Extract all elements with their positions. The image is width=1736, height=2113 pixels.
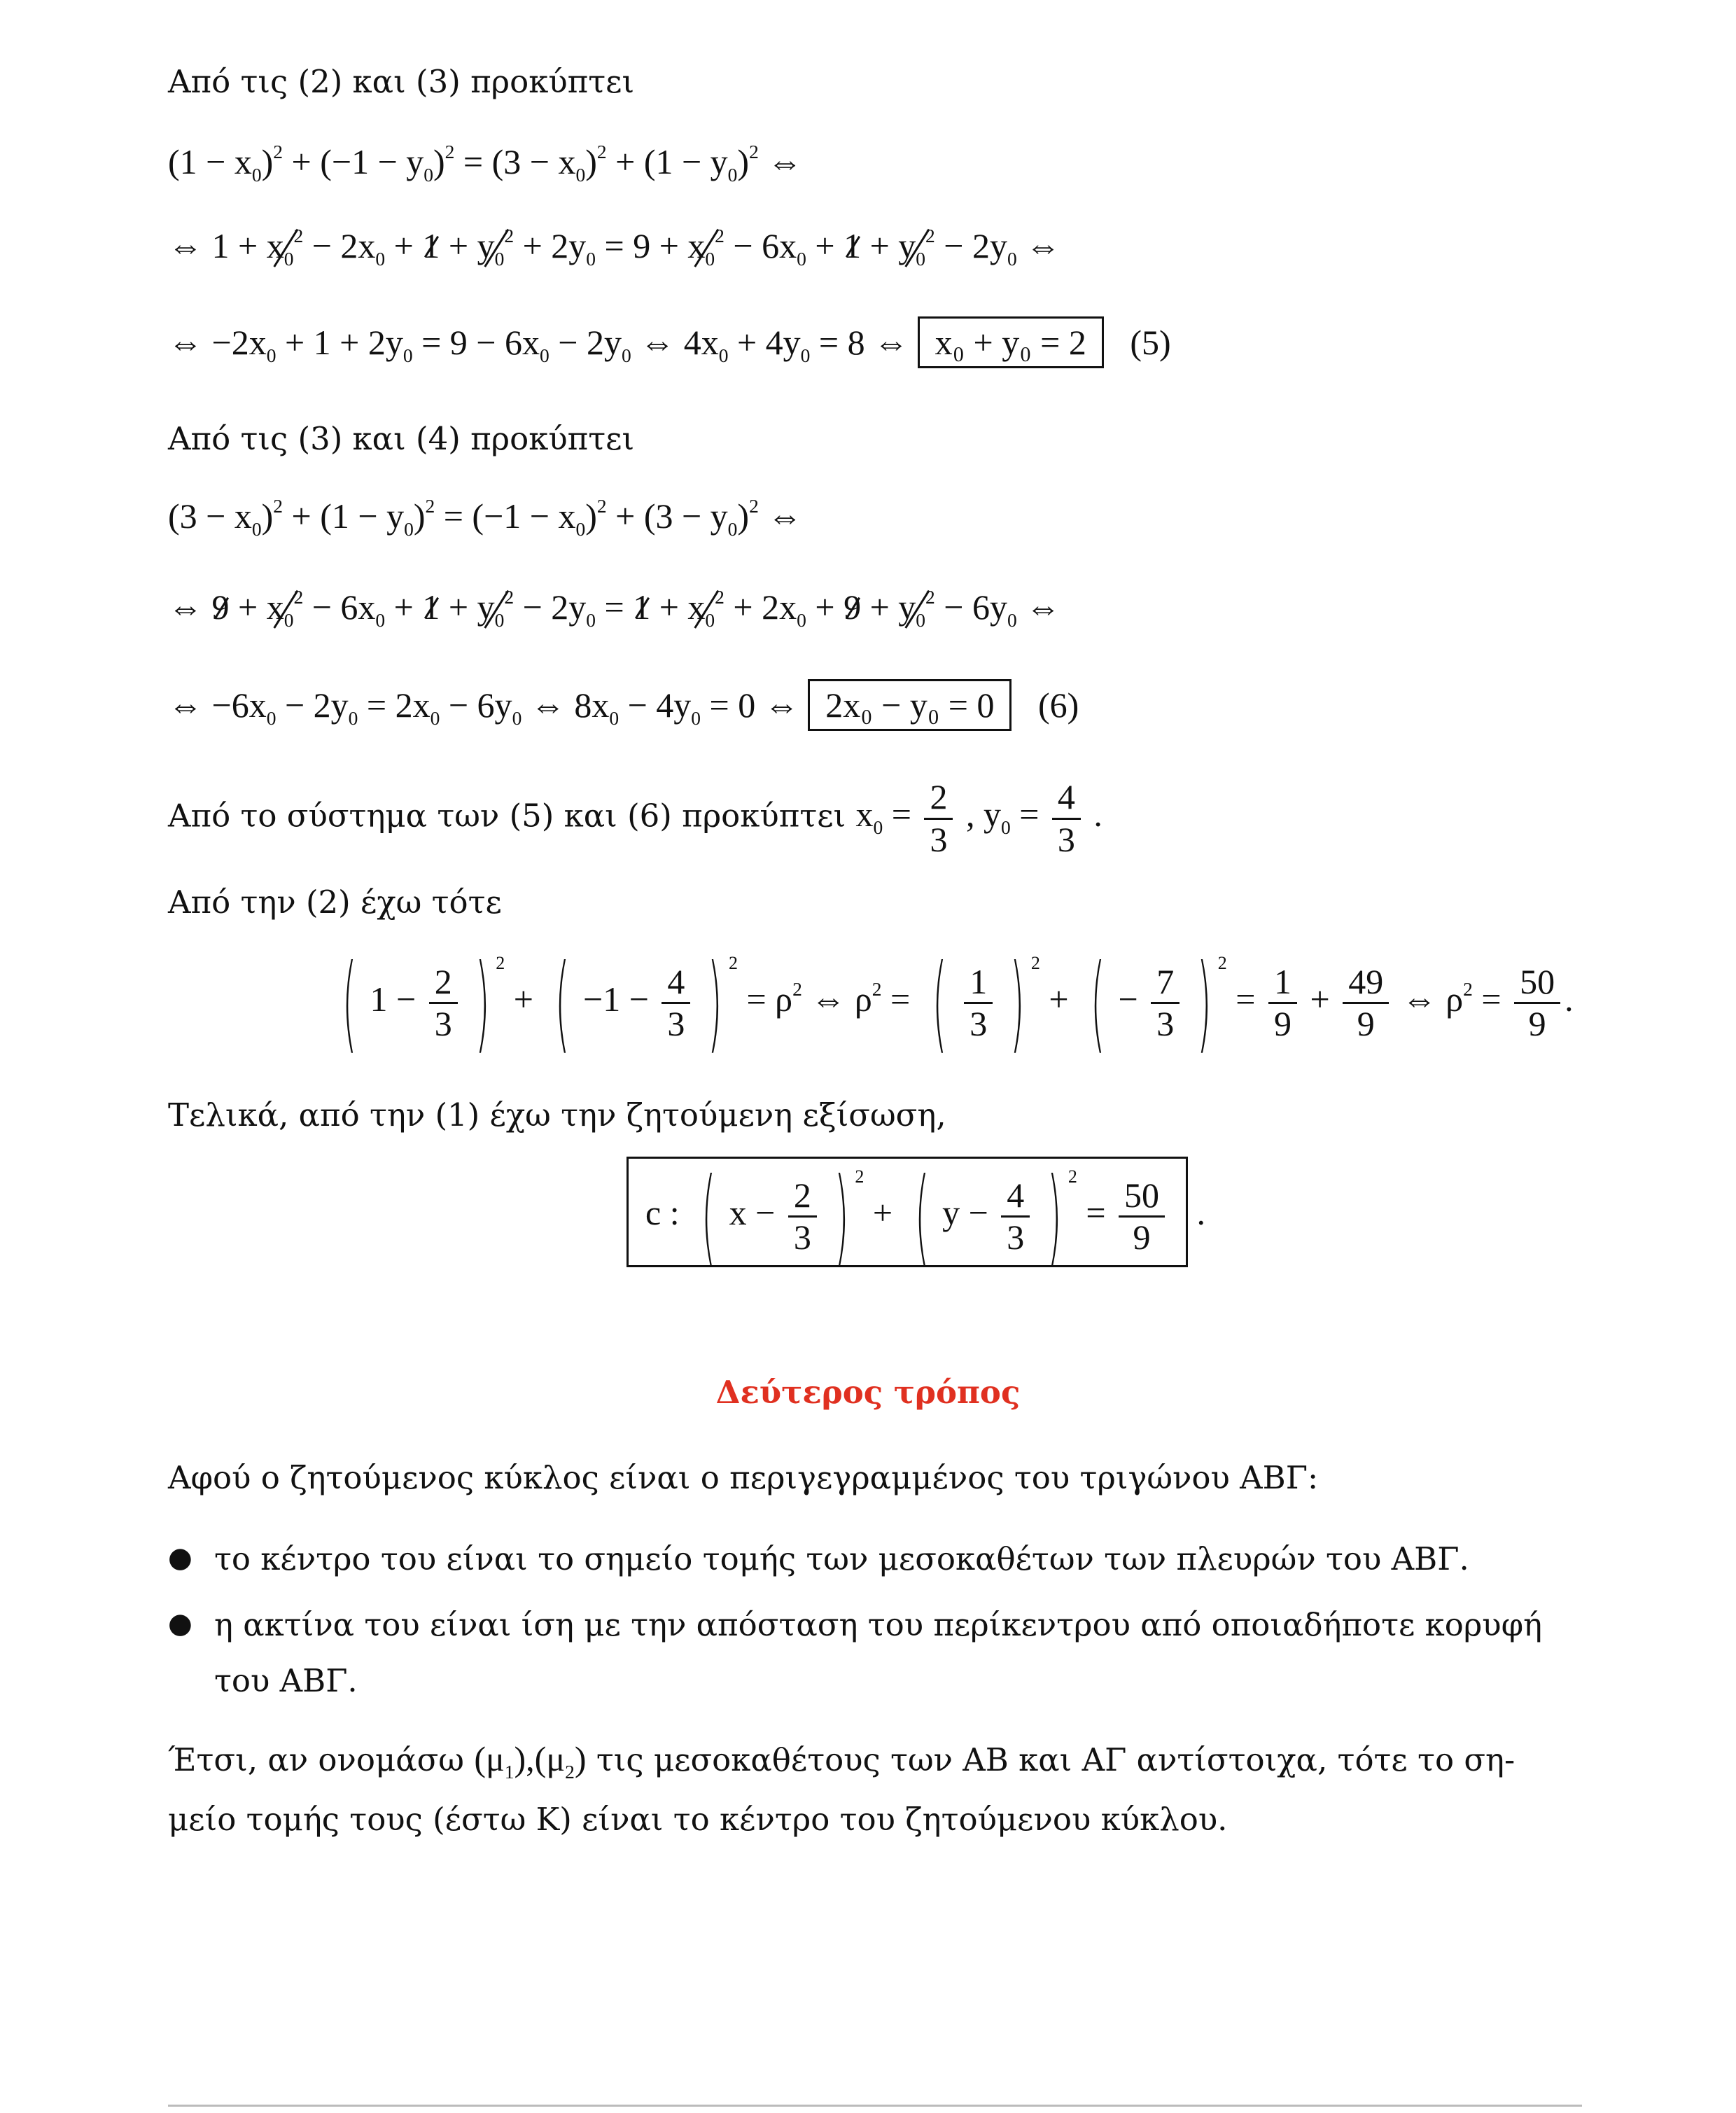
bullet-text: η ακτίνα του είναι ίση με την απόσταση του περίκεντρου από οποιαδήποτε κορυφή: [214, 1606, 1543, 1643]
bullet-text: του ΑΒΓ.: [214, 1662, 358, 1699]
section-heading: Δεύτερος τρόπος: [715, 1374, 1021, 1411]
equation-line: $(1 - x_0)^2 + (-1 - y_0)^2 = (3 - x_0)^2 + (1 - y_0)^2$ ⇔: [168, 141, 803, 186]
bullet-text: το κέντρο του είναι το σημείο τομής των μεσοκαθέτων των πλευρών του ΑΒΓ.: [214, 1540, 1469, 1577]
r2-numerator: 50: [1514, 962, 1560, 1005]
circle-equation-row: c : ( x − $\frac{2}{3}$ ) $^2$ + ( y − $\frac{4}{3}$ ) $^2$ = $\frac{50}{9}$ .: [626, 1157, 1205, 1267]
boxed-result-6: 2x₀ − y₀ = 0: [808, 679, 1011, 731]
text-line: Από τις (2) και (3) προκύπτει: [168, 63, 635, 100]
text-line: Αφού ο ζητούμενος κύκλος είναι ο περιγεγραμμένος του τριγώνου ΑΒΓ:: [168, 1459, 1319, 1496]
equation-line: ⇔ $1 + x_0^2 - 2x_0 + 1 + y_0^2 + 2y_0 = 9 + x_0^2 - 6x_0 + 1 + y_0^2 - 2y_0$ ⇔: [168, 225, 1061, 270]
text: Από το σύστημα των (5) και (6) προκύπτει: [168, 797, 846, 835]
x0-numerator: 2: [924, 777, 953, 820]
x0-denominator: 3: [930, 819, 948, 859]
bullet-icon: ●: [168, 1608, 192, 1640]
text-line: μείο τομής τους (έστω Κ) είναι το κέντρο του ζητούμενου κύκλου.: [168, 1801, 1228, 1838]
equation-number: (5): [1130, 323, 1171, 362]
text: τις μεσοκαθέτους των ΑΒ και ΑΓ αντίστοιχα, τότε το ση-: [596, 1741, 1516, 1778]
text-line: Από την (2) έχω τότε: [168, 884, 502, 921]
text-line: Έτσι, αν ονομάσω $(\mu_1),(\mu_2)$ τις μεσοκαθέτους των ΑΒ και ΑΓ αντίστοιχα, τότε το ση-: [168, 1739, 1516, 1783]
equation-number: (6): [1037, 685, 1079, 725]
text-line: Από τις (3) και (4) προκύπτει: [168, 420, 635, 457]
text: Έτσι, αν ονομάσω: [168, 1741, 464, 1778]
text-line: Τελικά, από την (1) έχω την ζητούμενη εξίσωση,: [168, 1096, 946, 1134]
equation-line: ⇔ $9 + x_0^2 - 6x_0 + 1 + y_0^2 - 2y_0 = 1 + x_0^2 + 2x_0 + 9 + y_0^2 - 6y_0$ ⇔: [168, 586, 1061, 631]
equation-line: ⇔ $-6x_0 - 2y_0 = 2x_0 - 6y_0$ ⇔ $8x_0 - 4y_0 = 0$ ⇔ 2x₀ − y₀ = 0 (6): [168, 679, 1079, 731]
boxed-result-5: x₀ + y₀ = 2: [918, 316, 1104, 368]
y0-denominator: 3: [1057, 819, 1075, 859]
radius-equation: ( 1 − $\frac{2}{3}$ ) $^2$ + ( −1 − $\frac{4}{3}$ ) $^2 = \rho^2$ ⇔ $\rho^2$ = ( $\frac{1}{3}$ ) $^2$ + ( − $\frac{7}{3}$ ) $^2$ = $\frac{1}{9}$ + $\frac{49}{9}$ ⇔ $\rho^2$ = $\frac{50}{9}$ .: [342, 942, 1574, 1064]
solution-line: Από το σύστημα των (5) και (6) προκύπτει $x_0$ = $\frac{2}{3}$ , $y_0$ = $\frac{4}{3}$ .: [168, 777, 1102, 859]
footer-divider: [168, 2105, 1582, 2107]
circle-equation-box: c : ( x − $\frac{2}{3}$ ) $^2$ + ( y − $\frac{4}{3}$ ) $^2$ = $\frac{50}{9}$: [626, 1157, 1188, 1267]
bullet-icon: ●: [168, 1542, 192, 1574]
y0-numerator: 4: [1052, 777, 1081, 820]
equation-line: ⇔ $-2x_0 + 1 + 2y_0 = 9 - 6x_0 - 2y_0$ ⇔ $4x_0 + 4y_0 = 8$ ⇔ x₀ + y₀ = 2 (5): [168, 316, 1171, 368]
r2-denominator: 9: [1528, 1004, 1546, 1044]
equation-line: $(3 - x_0)^2 + (1 - y_0)^2 = (-1 - x_0)^2 + (3 - y_0)^2$ ⇔: [168, 495, 803, 540]
